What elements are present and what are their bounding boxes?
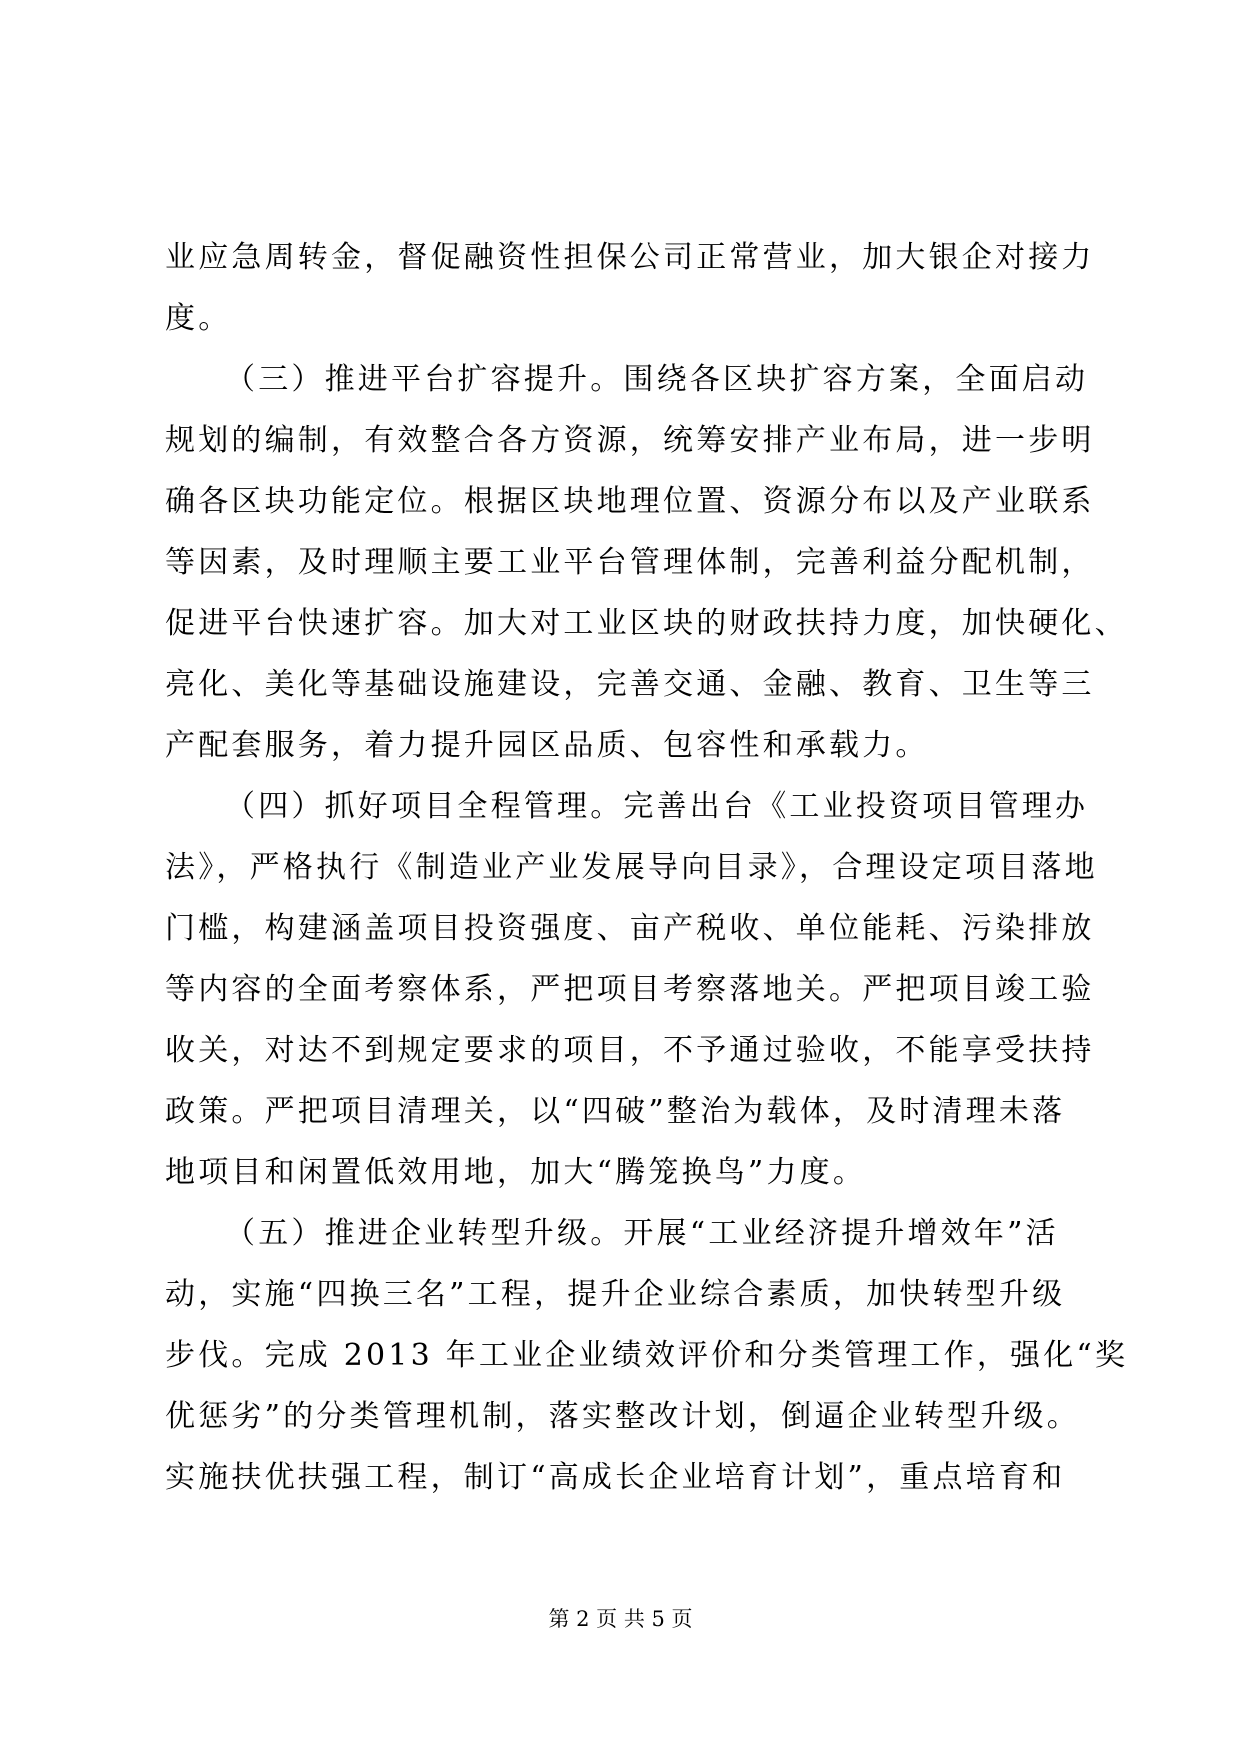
text-line-16: 地项目和闲置低效用地，加大“腾笼换鸟”力度。 [165,1155,867,1190]
text-line-2: 度。 [165,301,232,336]
body-text [165,227,1129,1508]
text-line-3: （三）推进平台扩容提升。围绕各区块扩容方案，全面启动 [225,362,1089,397]
text-line-13: 等内容的全面考察体系，严把项目考察落地关。严把项目竣工验 [165,972,1095,1007]
text-line-6: 等因素，及时理顺主要工业平台管理体制，完善利益分配机制， [165,545,1095,580]
text-line-5: 确各区块功能定位。根据区块地理位置、资源分布以及产业联系 [165,484,1095,519]
text-line-18: 动，实施“四换三名”工程，提升企业综合素质，加快转型升级 [165,1277,1066,1312]
text-line-17: （五）推进企业转型升级。开展“工业经济提升增效年”活 [225,1216,1059,1251]
text-line-12: 门槛，构建涵盖项目投资强度、亩产税收、单位能耗、污染排放 [165,911,1095,946]
text-line-1: 业应急周转金，督促融资性担保公司正常营业，加大银企对接力 [165,240,1095,275]
text-line-9: 产配套服务，着力提升园区品质、包容性和承载力。 [165,728,929,763]
text-line-14: 收关，对达不到规定要求的项目，不予通过验收，不能享受扶持 [165,1033,1095,1068]
text-line-7: 促进平台快速扩容。加大对工业区块的财政扶持力度，加快硬化、 [165,606,1128,641]
page-number-footer: 第 2 页 共 5 页 [548,1607,693,1631]
text-line-10: （四）抓好项目全程管理。完善出台《工业投资项目管理办 [225,789,1089,824]
text-line-19: 步伐。完成 2013 年工业企业绩效评价和分类管理工作，强化“奖 [165,1338,1129,1373]
text-line-11: 法》，严格执行《制造业产业发展导向目录》，合理设定项目落地 [165,850,1098,885]
text-line-4: 规划的编制，有效整合各方资源，统筹安排产业布局，进一步明 [165,423,1095,458]
text-line-8: 亮化、美化等基础设施建设，完善交通、金融、教育、卫生等三 [165,667,1095,702]
text-line-15: 政策。严把项目清理关，以“四破”整治为载体，及时清理未落 [165,1094,1066,1129]
text-line-20: 优惩劣”的分类管理机制，落实整改计划，倒逼企业转型升级。 [165,1399,1080,1434]
text-line-21: 实施扶优扶强工程，制订“高成长企业培育计划”，重点培育和 [165,1460,1066,1495]
